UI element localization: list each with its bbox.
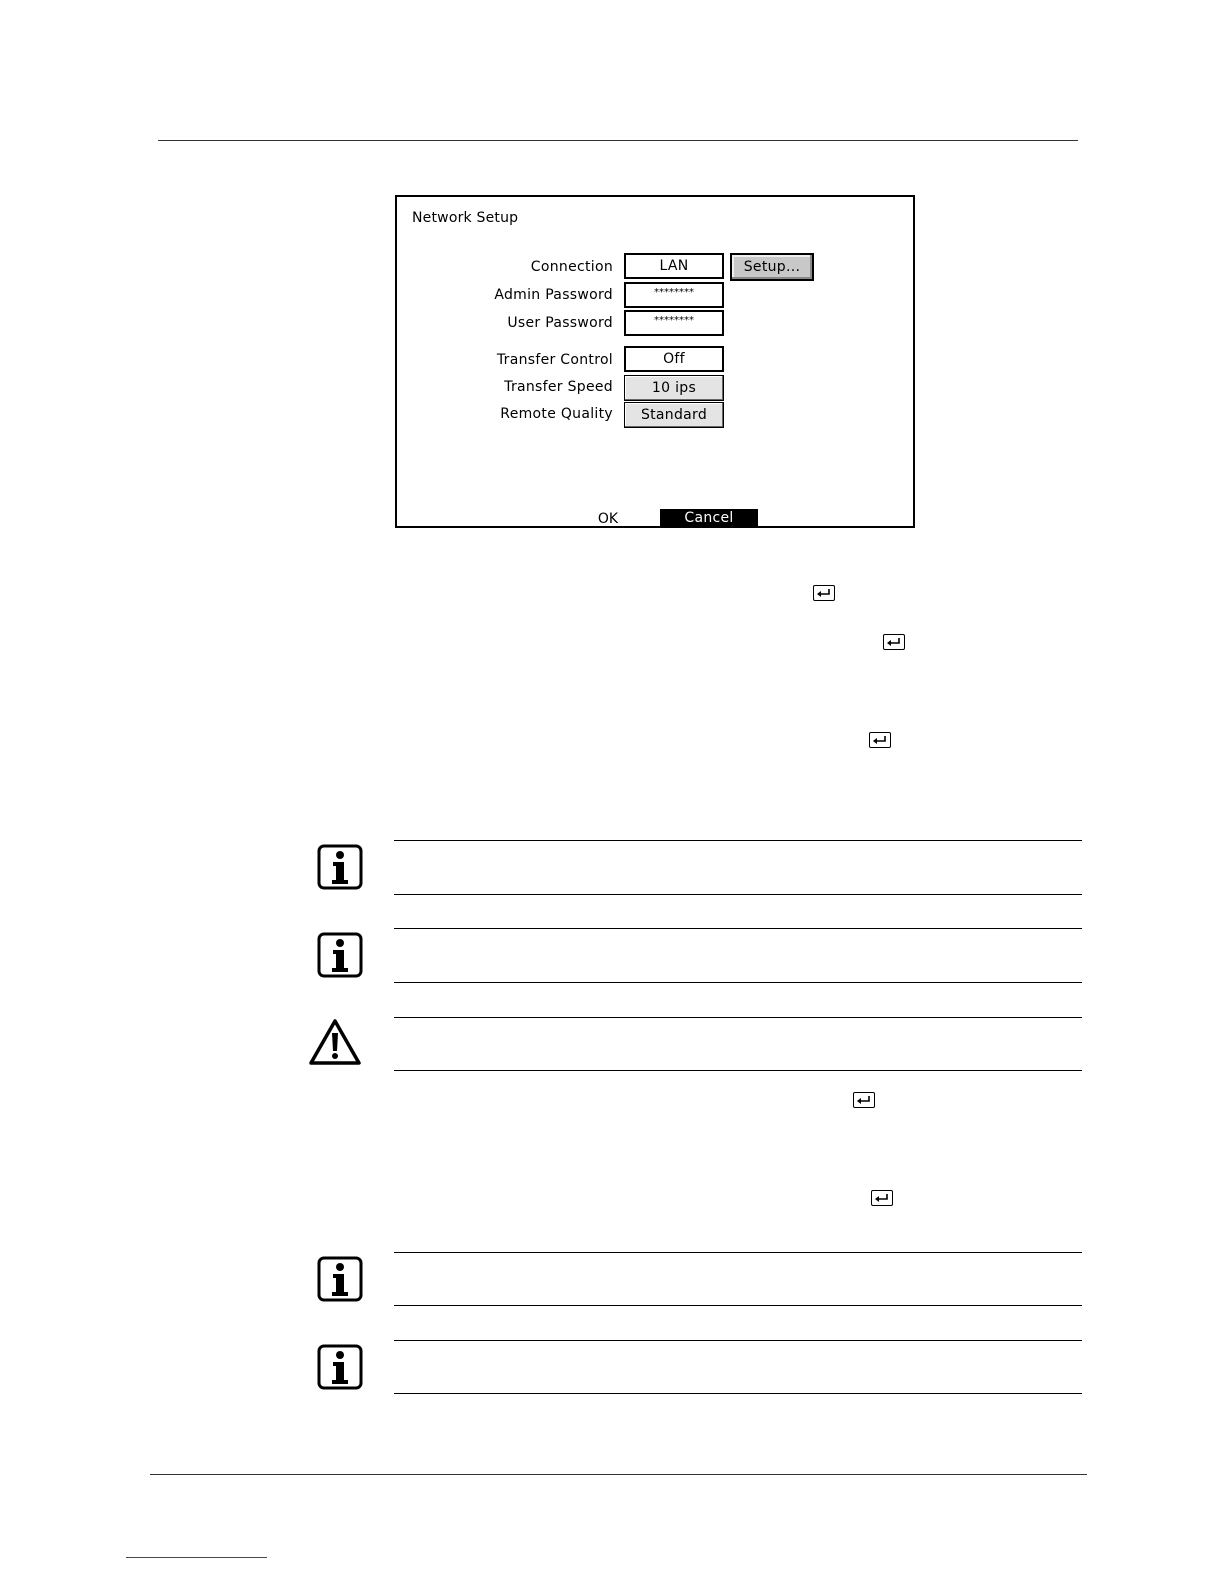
transfer-control-label: Transfer Control bbox=[496, 352, 613, 368]
enter-key-icon bbox=[853, 1092, 875, 1108]
note-rule-top bbox=[394, 1252, 1082, 1253]
remote-quality-field[interactable]: Standard bbox=[624, 402, 724, 428]
enter-key-icon bbox=[883, 634, 905, 650]
note-rule-top bbox=[394, 928, 1082, 929]
header-rule bbox=[158, 140, 1078, 141]
note-rule-top bbox=[394, 840, 1082, 841]
transfer-speed-label: Transfer Speed bbox=[504, 379, 613, 395]
connection-field[interactable]: LAN bbox=[624, 253, 724, 279]
remote-quality-label: Remote Quality bbox=[500, 406, 613, 422]
transfer-control-field[interactable]: Off bbox=[624, 346, 724, 372]
note-rule-bottom bbox=[394, 894, 1082, 895]
info-icon bbox=[317, 932, 363, 982]
setup-button[interactable]: Setup... bbox=[730, 253, 814, 281]
note-rule-bottom bbox=[394, 1305, 1082, 1306]
info-icon bbox=[317, 844, 363, 894]
network-setup-dialog bbox=[395, 195, 915, 528]
connection-label: Connection bbox=[530, 259, 613, 275]
warning-icon bbox=[308, 1018, 362, 1070]
admin-password-label: Admin Password bbox=[494, 287, 613, 303]
cancel-button[interactable]: Cancel bbox=[660, 509, 758, 528]
enter-key-icon bbox=[813, 585, 835, 601]
footer-rule bbox=[150, 1474, 1087, 1475]
dialog-title: Network Setup bbox=[412, 210, 519, 226]
caution-rule-top bbox=[394, 1017, 1082, 1018]
transfer-speed-field[interactable]: 10 ips bbox=[624, 375, 724, 401]
footer-link-underline[interactable] bbox=[126, 1557, 267, 1558]
info-icon bbox=[317, 1256, 363, 1306]
caution-rule-bottom bbox=[394, 1070, 1082, 1071]
admin-password-field[interactable]: ******** bbox=[624, 282, 724, 308]
user-password-field[interactable]: ******** bbox=[624, 310, 724, 336]
ok-button[interactable]: OK bbox=[597, 511, 619, 527]
note-rule-bottom bbox=[394, 1393, 1082, 1394]
note-rule-bottom bbox=[394, 982, 1082, 983]
info-icon bbox=[317, 1344, 363, 1394]
user-password-label: User Password bbox=[507, 315, 613, 331]
enter-key-icon bbox=[869, 732, 891, 748]
note-rule-top bbox=[394, 1340, 1082, 1341]
enter-key-icon bbox=[871, 1190, 893, 1206]
